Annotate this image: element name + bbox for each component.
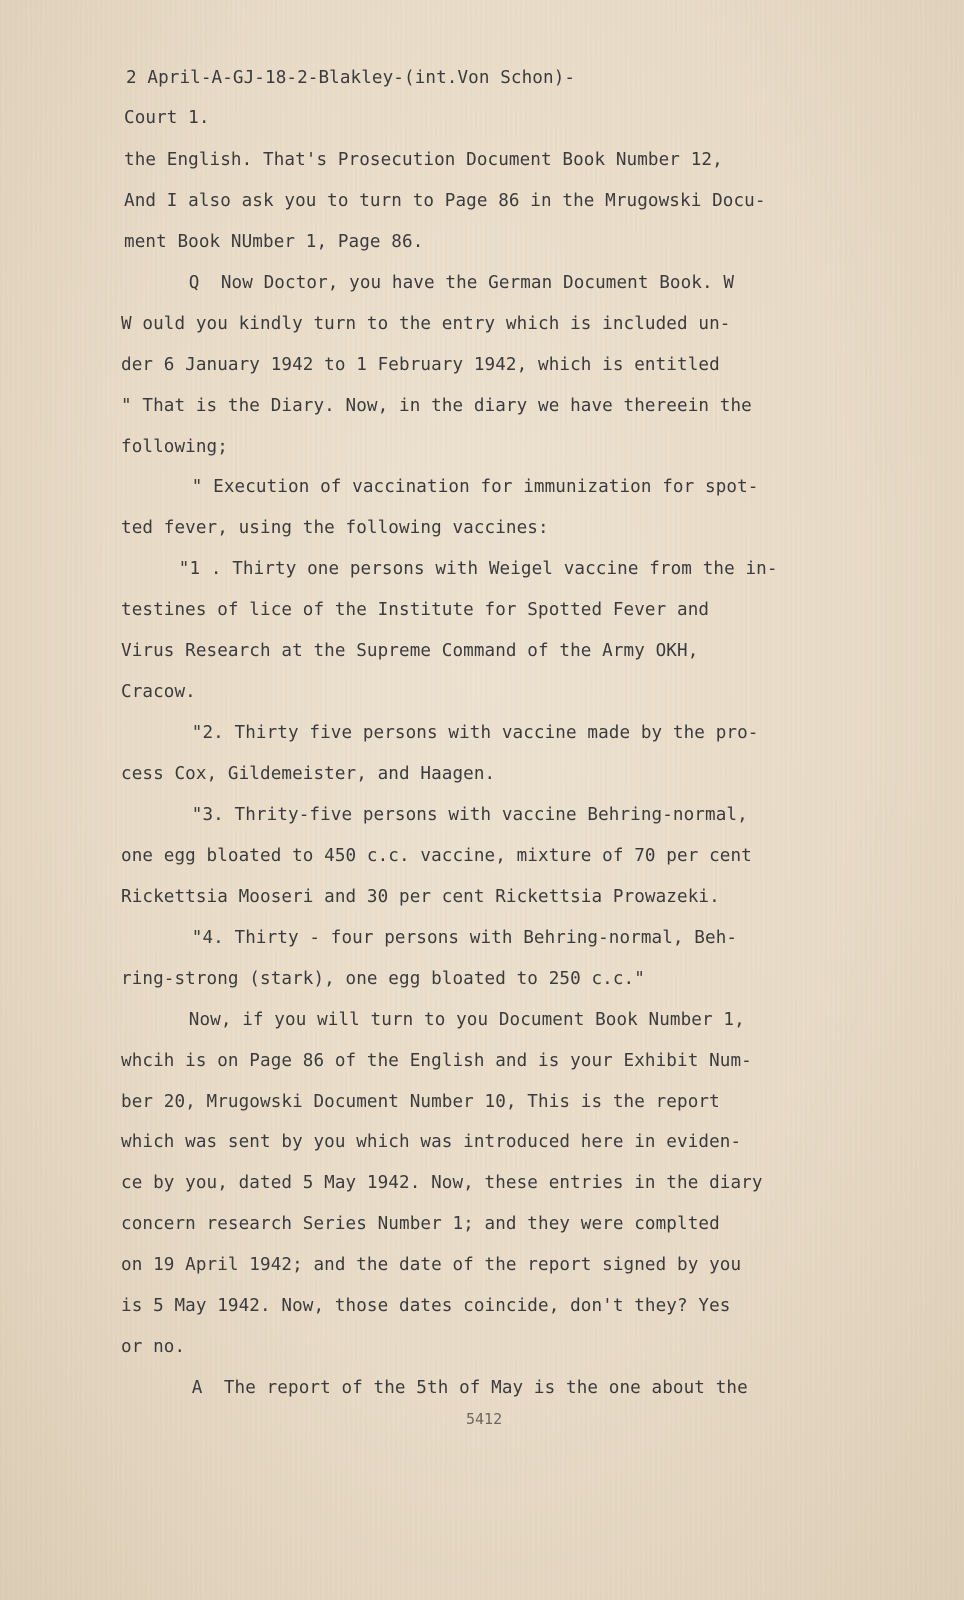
text-line: cess Cox, Gildemeister, and Haagen. xyxy=(121,764,496,784)
text-line: the English. That's Prosecution Document Book Number 12, xyxy=(124,150,723,170)
court-label: Court 1. xyxy=(124,108,210,128)
text-line: ber 20, Mrugowski Document Number 10, This is the report xyxy=(121,1092,720,1112)
text-line: ment Book NUmber 1, Page 86. xyxy=(124,232,424,252)
page-number: 5412 xyxy=(466,1410,503,1428)
text-line: "1 . Thirty one persons with Weigel vaccine from the in- xyxy=(136,559,778,579)
text-line: A The report of the 5th of May is the one about the xyxy=(149,1378,748,1398)
text-line: Cracow. xyxy=(121,682,196,702)
text-line: which was sent by you which was introduced here in eviden- xyxy=(121,1132,742,1152)
text-line: " Execution of vaccination for immunization for spot- xyxy=(149,477,759,497)
text-line: or no. xyxy=(121,1337,186,1357)
text-line: one egg bloated to 450 c.c. vaccine, mixture of 70 per cent xyxy=(121,846,752,866)
text-line: Now, if you will turn to you Document Book Number 1, xyxy=(146,1010,745,1030)
text-line: following; xyxy=(121,437,228,457)
text-line: whcih is on Page 86 of the English and is your Exhibit Num- xyxy=(121,1051,752,1071)
text-line: "4. Thirty - four persons with Behring-normal, Beh- xyxy=(149,928,738,948)
text-line: Q Now Doctor, you have the German Document Book. W xyxy=(146,273,735,293)
text-line: W ould you kindly turn to the entry which is included un- xyxy=(121,314,731,334)
text-line: der 6 January 1942 to 1 February 1942, which is entitled xyxy=(121,355,720,375)
text-line: concern research Series Number 1; and they were complted xyxy=(121,1214,720,1234)
text-line: ce by you, dated 5 May 1942. Now, these entries in the diary xyxy=(121,1173,763,1193)
text-line: " That is the Diary. Now, in the diary we have thereein the xyxy=(121,396,752,416)
text-line: "3. Thrity-five persons with vaccine Behring-normal, xyxy=(149,805,748,825)
text-line: "2. Thirty five persons with vaccine made by the pro- xyxy=(149,723,759,743)
text-line: testines of lice of the Institute for Spotted Fever and xyxy=(121,600,710,620)
text-line: Virus Research at the Supreme Command of the Army OKH, xyxy=(121,641,699,661)
header-reference: 2 April-A-GJ-18-2-Blakley-(int.Von Schon)- xyxy=(126,68,576,88)
text-line: ted fever, using the following vaccines: xyxy=(121,518,549,538)
text-line: is 5 May 1942. Now, those dates coincide, don't they? Yes xyxy=(121,1296,731,1316)
text-line: Rickettsia Mooseri and 30 per cent Rickettsia Prowazeki. xyxy=(121,887,720,907)
text-line: on 19 April 1942; and the date of the report signed by you xyxy=(121,1255,742,1275)
text-line: And I also ask you to turn to Page 86 in the Mrugowski Docu- xyxy=(124,191,766,211)
text-line: ring-strong (stark), one egg bloated to 250 c.c." xyxy=(121,969,645,989)
